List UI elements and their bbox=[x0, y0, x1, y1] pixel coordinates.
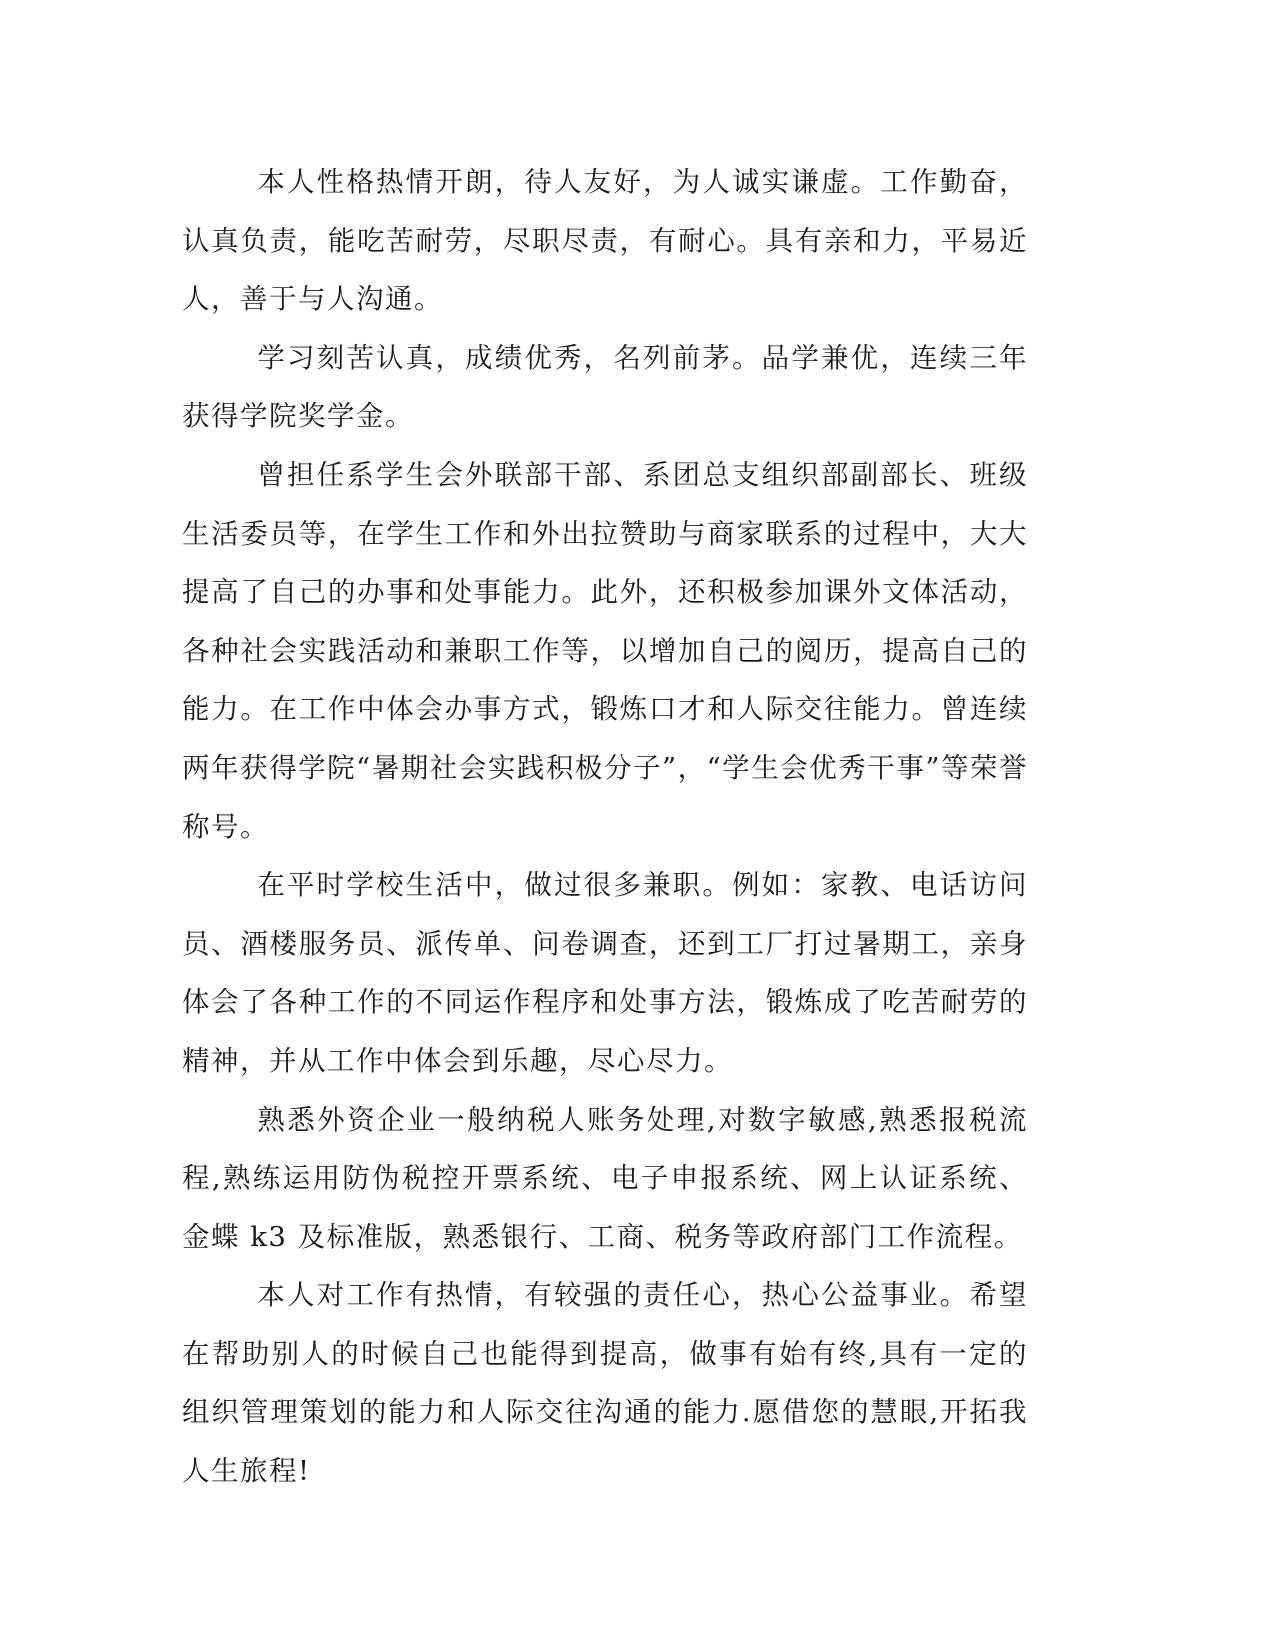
paragraph-personality: 本人性格热情开朗，待人友好，为人诚实谦虚。工作勤奋，认真负责，能吃苦耐劳，尽职尽责，有耐心。具有亲和力，平易近人，善于与人沟通。 bbox=[182, 166, 1028, 316]
document-body bbox=[182, 153, 1028, 1501]
paragraph-part-time-jobs: 在平时学校生活中，做过很多兼职。例如：家教、电话访问员、酒楼服务员、派传单、问卷调查，还到工厂打过暑期工，亲身体会了各种工作的不同运作程序和处事方法，锻炼成了吃苦耐劳的精神，并从工作中体会到乐趣，尽心尽力。 bbox=[182, 869, 1028, 1077]
paragraph-student-work: 曾担任系学生会外联部干部、系团总支组织部副部长、班级生活委员等，在学生工作和外出拉赞助与商家联系的过程中，大大提高了自己的办事和处事能力。此外，还积极参加课外文体活动，各种社会实践活动和兼职工作等，以增加自己的阅历，提高自己的能力。在工作中体会办事方式，锻炼口才和人际交往能力。曾连续两年获得学院“暑期社会实践积极分子”，“学生会优秀干事”等荣誉称号。 bbox=[182, 458, 1028, 843]
paragraph-accounting-skills: 熟悉外资企业一般纳税人账务处理,对数字敏感,熟悉报税流程,熟练运用防伪税控开票系统、电子申报系统、网上认证系统、金蝶 k3 及标准版，熟悉银行、工商、税务等政府部门工作流程。 bbox=[182, 1103, 1028, 1253]
paragraph-study: 学习刻苦认真，成绩优秀，名列前茅。品学兼优，连续三年获得学院奖学金。 bbox=[182, 341, 1028, 433]
paragraph-closing: 本人对工作有热情，有较强的责任心，热心公益事业。希望在帮助别人的时候自己也能得到提高，做事有始有终,具有一定的组织管理策划的能力和人际交往沟通的能力.愿借您的慧眼,开拓我人生旅程! bbox=[182, 1279, 1028, 1488]
